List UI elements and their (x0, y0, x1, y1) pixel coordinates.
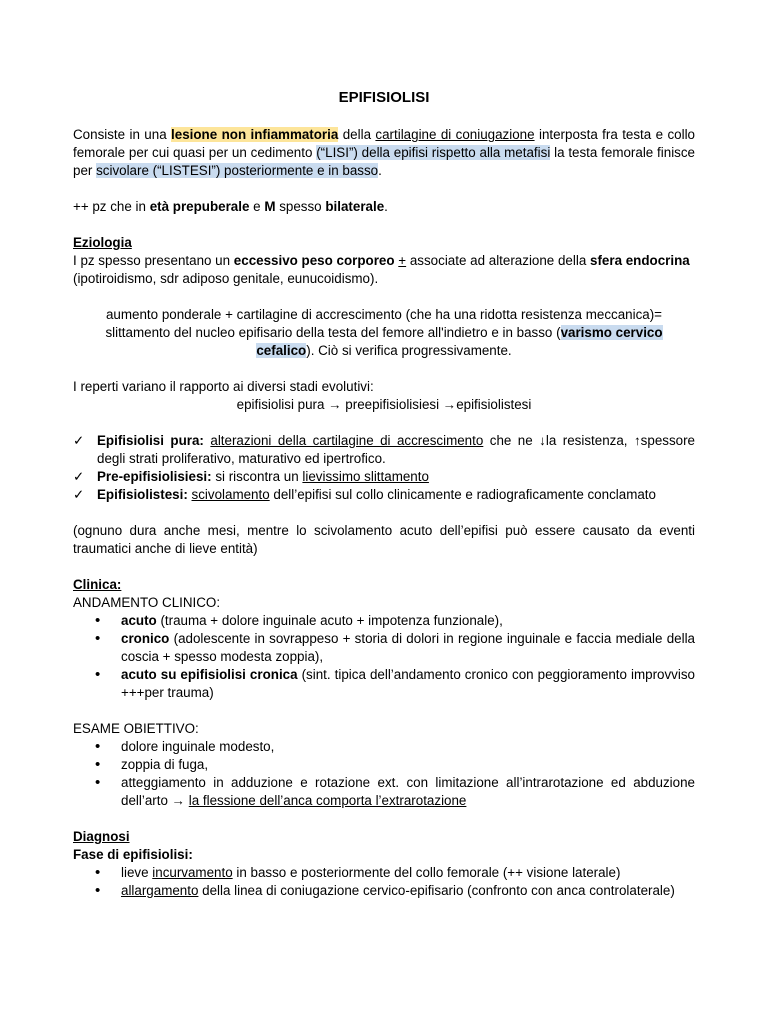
highlight-blue: (“LISI”) della epifisi rispetto alla metafisi (316, 145, 551, 160)
text: aumento ponderale + cartilagine di accrescimento (che ha una ridotta resistenza meccanica)= slittamento del nucleo epifisario della testa del femore all'indietro e in basso ( (105, 307, 663, 340)
text: in basso e posteriormente del collo femorale (++ visione laterale) (232, 865, 621, 880)
text: associate ad alterazione della (406, 253, 590, 268)
reperti-line: I reperti variano il rapporto ai diversi stadi evolutivi: (73, 379, 374, 394)
bold-text: Epifisiolisi pura: (97, 433, 204, 448)
text: (trauma + dolore inguinale acuto + impotenza funzionale), (156, 613, 503, 628)
list-item (73, 864, 695, 882)
text: della (338, 127, 376, 142)
subheading-andamento: ANDAMENTO CLINICO: (73, 595, 221, 610)
text: zoppia di fuga, (121, 757, 209, 772)
bullet-icon: • (95, 666, 101, 683)
text: epifisiolistesi (456, 397, 532, 412)
list-item (73, 774, 695, 810)
text: che ne (483, 433, 540, 448)
andamento-list (73, 612, 695, 702)
centered-mechanism (73, 306, 695, 360)
text: dell’epifisi sul collo clinicamente e radiograficamente conclamato (269, 487, 656, 502)
arrow-right-icon: → (328, 397, 342, 412)
text: (adolescente in sovrappeso + storia di dolori in regione inguinale e faccia mediale della coscia + spesso modesta zoppia), (121, 631, 695, 664)
intro-paragraph (73, 126, 695, 180)
bold-text: acuto su epifisiolisi cronica (121, 667, 298, 682)
eziologia-paragraph (73, 252, 695, 288)
subheading-esame: ESAME OBIETTIVO: (73, 721, 199, 736)
highlight-blue: varismo cervico cefalico (256, 325, 663, 358)
stages-list (73, 432, 695, 504)
text: (ipotiroidismo, sdr adiposo genitale, eunucoidismo). (73, 271, 379, 286)
underlined-text: alterazioni della cartilagine di accrescimento (210, 433, 484, 448)
list-item (73, 486, 695, 504)
page-title: EPIFISIOLISI (338, 89, 430, 106)
checkmark-icon: ✓ (73, 487, 85, 502)
underlined-text: + (398, 253, 407, 268)
text: spesso (275, 199, 326, 214)
text: (sint. tipica dell’andamento cronico con peggioramento improvviso +++per trauma) (121, 667, 695, 700)
list-item (73, 612, 695, 630)
text: Consiste in una (73, 127, 172, 142)
text: ++ pz che in (73, 199, 150, 214)
text: preepifisiolisiesi (341, 397, 443, 412)
bullet-icon: • (95, 630, 101, 647)
bold-text: sfera endocrina (590, 253, 690, 268)
bold-text: acuto (121, 613, 157, 628)
bold-text: Epifisiolistesi: (97, 487, 188, 502)
list-item (73, 432, 695, 468)
list-item (73, 882, 695, 900)
text: . (384, 199, 388, 214)
bold-text: M (264, 199, 276, 214)
bullet-icon: • (95, 774, 101, 791)
text: atteggiamento in adduzione e rotazione ext. con limitazione all’intrarotazione ed abduzione dell’arto (121, 775, 695, 808)
highlight-yellow: lesione non infiammatoria (171, 127, 339, 142)
document-body (73, 88, 695, 900)
bullet-icon: • (95, 738, 101, 755)
checkmark-icon: ✓ (73, 433, 85, 448)
list-item (73, 666, 695, 702)
diagnosi-list (73, 864, 695, 900)
list-item (73, 738, 695, 756)
bullet-icon: • (95, 882, 101, 899)
text: I pz spesso presentano un (73, 253, 234, 268)
checkmark-icon: ✓ (73, 469, 85, 484)
esame-list (73, 738, 695, 810)
text: la testa femorale finisce per (73, 145, 696, 178)
bold-text: età prepuberale (149, 199, 250, 214)
arrow-up-icon: ↑ (633, 433, 641, 448)
bullet-icon: • (95, 612, 101, 629)
text: si riscontra un (211, 469, 303, 484)
note-paragraph: (ognuno dura anche mesi, mentre lo scivolamento acuto dell’epifisi può essere causato da eventi traumatici anche di lieve entità) (73, 523, 695, 556)
underlined-text: cartilagine di coniugazione (375, 127, 535, 142)
list-item (73, 468, 695, 486)
bullet-icon: • (95, 864, 101, 881)
bold-text: cronico (121, 631, 170, 646)
underlined-text: lievissimo slittamento (302, 469, 429, 484)
section-heading-diagnosi: Diagnosi (73, 829, 130, 844)
underlined-text: incurvamento (152, 865, 233, 880)
text: epifisiolisi pura (236, 397, 329, 412)
frequency-line (73, 198, 695, 216)
bullet-icon: • (95, 756, 101, 773)
text: lieve (121, 865, 153, 880)
stage-sequence (73, 396, 695, 414)
subheading-fase: Fase di epifisiolisi: (73, 847, 193, 862)
bold-text: eccessivo peso corporeo (233, 253, 395, 268)
arrow-right-icon: → (171, 793, 186, 808)
arrow-right-icon: → (442, 397, 457, 412)
text: la resistenza, (545, 433, 634, 448)
text: della linea di coniugazione cervico-epifisario (confronto con anca controlaterale) (198, 883, 675, 898)
underlined-text: la flessione dell’anca comporta l’extrarotazione (188, 793, 467, 808)
text: dolore inguinale modesto, (121, 739, 275, 754)
section-heading-clinica: Clinica: (73, 577, 122, 592)
text: interposta fra testa e collo femorale per cui quasi per un cedimento (73, 127, 695, 160)
text: ). Ciò si verifica progressivamente. (306, 343, 512, 358)
bold-text: bilaterale (325, 199, 385, 214)
underlined-text: allargamento (121, 883, 199, 898)
bold-text: Pre-epifisiolisiesi: (97, 469, 212, 484)
list-item (73, 630, 695, 666)
highlight-blue: scivolare (“LISTESI”) posteriormente e in basso (96, 163, 379, 178)
underlined-text: scivolamento (191, 487, 270, 502)
list-item (73, 756, 695, 774)
section-heading-eziologia: Eziologia (73, 235, 132, 250)
text: spessore degli strati proliferativo, maturativo ed ipertrofico. (97, 433, 696, 466)
text: e (249, 199, 265, 214)
text: . (378, 163, 382, 178)
arrow-down-icon: ↓ (539, 433, 546, 448)
